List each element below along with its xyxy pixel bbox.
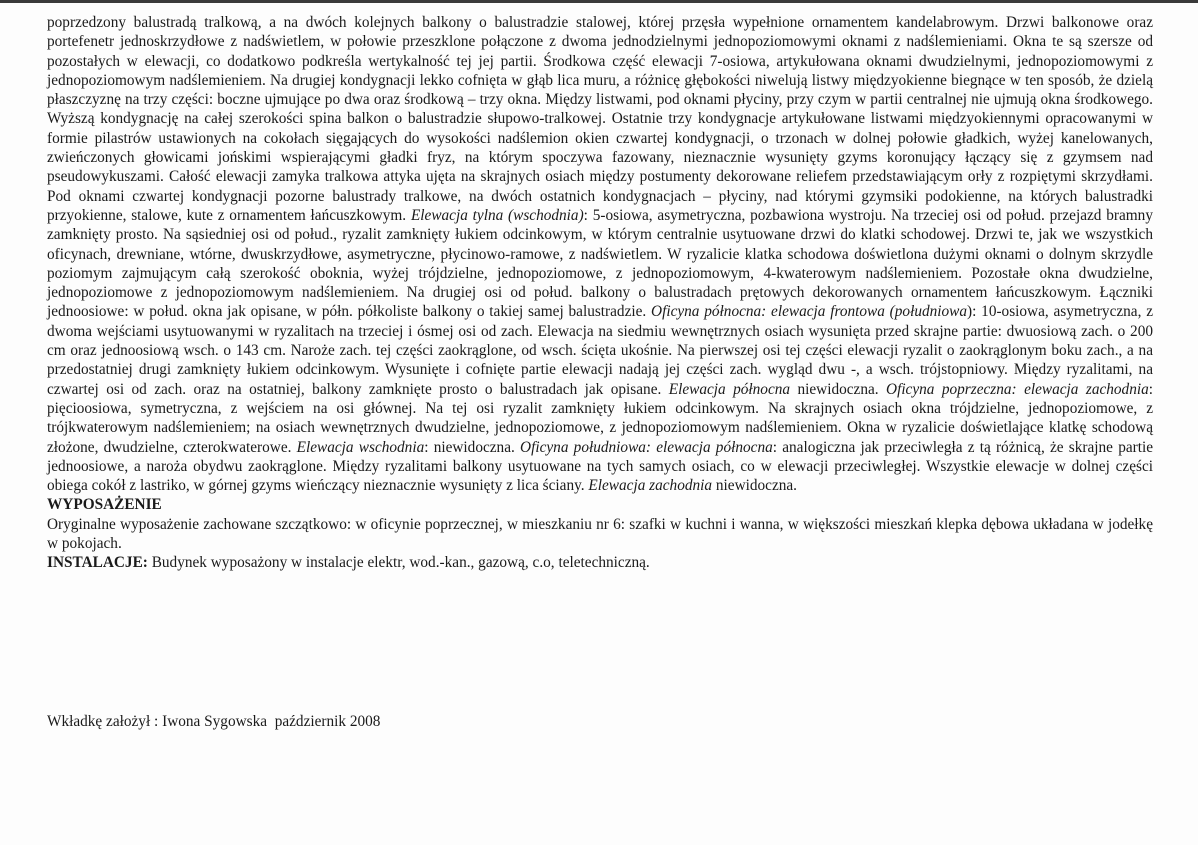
italic-term-oficyna-polnocna: Oficyna północna: elewacja frontowa (południowa	[651, 303, 968, 321]
elevation-description-paragraph	[47, 13, 1153, 495]
scan-top-edge	[0, 0, 1198, 3]
text-segment: niewidoczna.	[790, 380, 887, 398]
italic-term-oficyna-poludniowa: Oficyna południowa: elewacja północna	[520, 438, 773, 456]
text-segment: poprzedzony balustradą tralkową, a na dwóch kolejnych balkony o balustradzie stalowej, której przęsła wypełnione ornamentem kandelabrowym. Drzwi balkonowe oraz portefenetr jednoskrzydłowe z nadświetlem, w połowie przeszklone połączone z dwoma jednodzielnymi jednopoziomowymi oknami z nadślemieniami. Okna te są szersze od pozostałych w elewacji, co dodatkowo podkreśla wertykalność tej jej partii. Środkowa część elewacji 7-osiowa, artykułowana oknami dwudzielnymi, jednopoziomowymi z jednopoziomowym nadślemieniem. Na drugiej kondygnacji lekko cofnięta w głąb lica muru, a różnicę głębokości niwelują listwy międzyokienne biegnące w ten sposób, że dzielą płaszczyznę na trzy części: boczne ujmujące po dwa oraz środkową – trzy okna. Między listwami, pod oknami płyciny, przy czym w partii centralnej nie ujmują okna środkowego. Wyższą kondygnację na całej szerokości spina balkon o balustradzie słupowo-tralkowej. Ostatnie trzy kondygnacje artykułowane listwami międzyokiennymi opracowanymi w formie pilastrów ustawionych na cokołach sięgających do wysokości nadślemion okien czwartej kondygnacji, o trzonach w dolnej połowie gładkich, wyżej kanelowanych, zwieńczonych głowicami jońskimi wspierającymi gładki fryz, na którym spoczywa fazowany, nieznacznie wysunięty gzyms koronujący łączący się z gzymsem nad pseudowykuszami. Całość elewacji zamyka tralkowa attyka ujęta na skrajnych osiach między postumenty dekorowane reliefem przedstawiającym orły z rozpiętymi skrzydłami. Pod oknami czwartej kondygnacji pozorne balustrady tralkowe, na dwóch ostatnich kondygnacjach – płyciny, nad którymi gzymsiki podokienne, na których balustradki przyokienne, stalowe, kute z ornamentem łańcuszkowym.	[47, 14, 1153, 224]
text-segment: niewidoczna.	[712, 477, 798, 495]
instalacje-text: Budynek wyposażony w instalacje elektr, wod.-kan., gazową, c.o, teletechniczną.	[147, 554, 650, 572]
italic-term-oficyna-poprzeczna: Oficyna poprzeczna: elewacja zachodnia	[886, 380, 1149, 398]
instalacje-heading: INSTALACJE:	[47, 554, 148, 572]
italic-term-elewacja-wschodnia: Elewacja wschodnia	[296, 438, 425, 456]
italic-term-elewacja-polnocna: Elewacja północna	[668, 380, 791, 398]
wyposazenie-heading: WYPOSAŻENIE	[47, 496, 162, 514]
author-signature: Wkładkę założył : Iwona Sygowska październik 2008	[47, 713, 381, 730]
instalacje-paragraph	[47, 553, 1153, 572]
italic-term-elewacja-tylna: Elewacja tylna (wschodnia)	[410, 206, 584, 224]
text-segment: : analogiczna jak przeciwległa z tą różnicą, że skrajne partie jednoosiowe, a naroża obydwu zaokrąglone. Między ryzalitami balkony usytuowane na tych samych osiach, co w elewacji przeciwległej. Wszystkie elewacje w dolnej części obiega cokół z lastriko, w górnej gzyms wieńczący nieznacznie wysunięty z lica ściany.	[47, 438, 1154, 495]
italic-term-elewacja-zachodnia: Elewacja zachodnia	[588, 477, 713, 495]
text-segment: : 5-osiowa, asymetryczna, pozbawiona wystroju. Na trzeciej osi od połud. przejazd bramny zamknięty prosto. Na sąsiedniej osi od połud., ryzalit zamknięty łukiem odcinkowym, w którym centralnie usytuowane drzwi do klatki schodowej. Drzwi te, jak we wszystkich oficynach, drewniane, wtórne, dwuskrzydłowe, asymetryczne, płycinowo-ramowe, z nadświetlem. W ryzalicie klatka schodowa doświetlona dużymi oknami o dolnym skrzydle poziomym zajmującym całą szerokość oboknia, wyżej trójdzielne, jednopoziomowe, z jednopoziomowym, 4-kwaterowym nadślemieniem. Pozostałe okna dwudzielne, jednopoziomowe z jednopoziomowym nadślemieniem. Na drugiej osi od połud. balkony o balustradach prętowych dekorowanych ornamentem łańcuszkowym. Łączniki jednoosiowe: w połud. okna jak opisane, w półn. półkoliste balkony o takiej samej balustradzie.	[47, 206, 1153, 321]
wyposazenie-paragraph: Oryginalne wyposażenie zachowane szczątkowo: w oficynie poprzecznej, w mieszkaniu nr 6: szafki w kuchni i wanna, w większości mieszkań klepka dębowa układana w jodełkę w pokojach.	[47, 515, 1153, 553]
text-segment: : niewidoczna.	[424, 438, 521, 456]
text-segment: ): 10-osiowa, asymetryczna, z dwoma wejściami usytuowanymi w ryzalitach na trzeciej i ósmej osi od zach. Elewacja na siedmiu wewnętrznych osiach wysunięta przed skrajne partie: dwuosiową zach. o 200 cm oraz jednoosiową wsch. o 143 cm. Naroże zach. tej części zaokrąglone, od wsch. ścięta ukośnie. Na pierwszej osi tej części elewacji ryzalit o zaokrąglonym boku zach., a na przedostatniej drugi zamknięty łukiem odcinkowym. Wysunięte i cofnięte partie elewacji nadają jej części zach. wygląd dwu -, a wsch. trójstopniowy. Między ryzalitami, na czwartej osi od zach. oraz na ostatniej, balkony zamknięte prosto o balustradach jak opisane.	[47, 303, 1153, 398]
document-page	[47, 13, 1153, 573]
text-segment: : pięcioosiowa, symetryczna, z wejściem na osi głównej. Na tej osi ryzalit zamknięty łukiem odcinkowym. Na skrajnych osiach okna trójdzielne, jednopoziomowe, z trójkwaterowym nadślemieniem; na osiach wewnętrznych dwudzielne, jednopoziomowe, z jednopoziomowym nadślemieniem. Okna w ryzalicie doświetlające klatkę schodową złożone, dwudzielne, czterokwaterowe.	[47, 380, 1153, 456]
